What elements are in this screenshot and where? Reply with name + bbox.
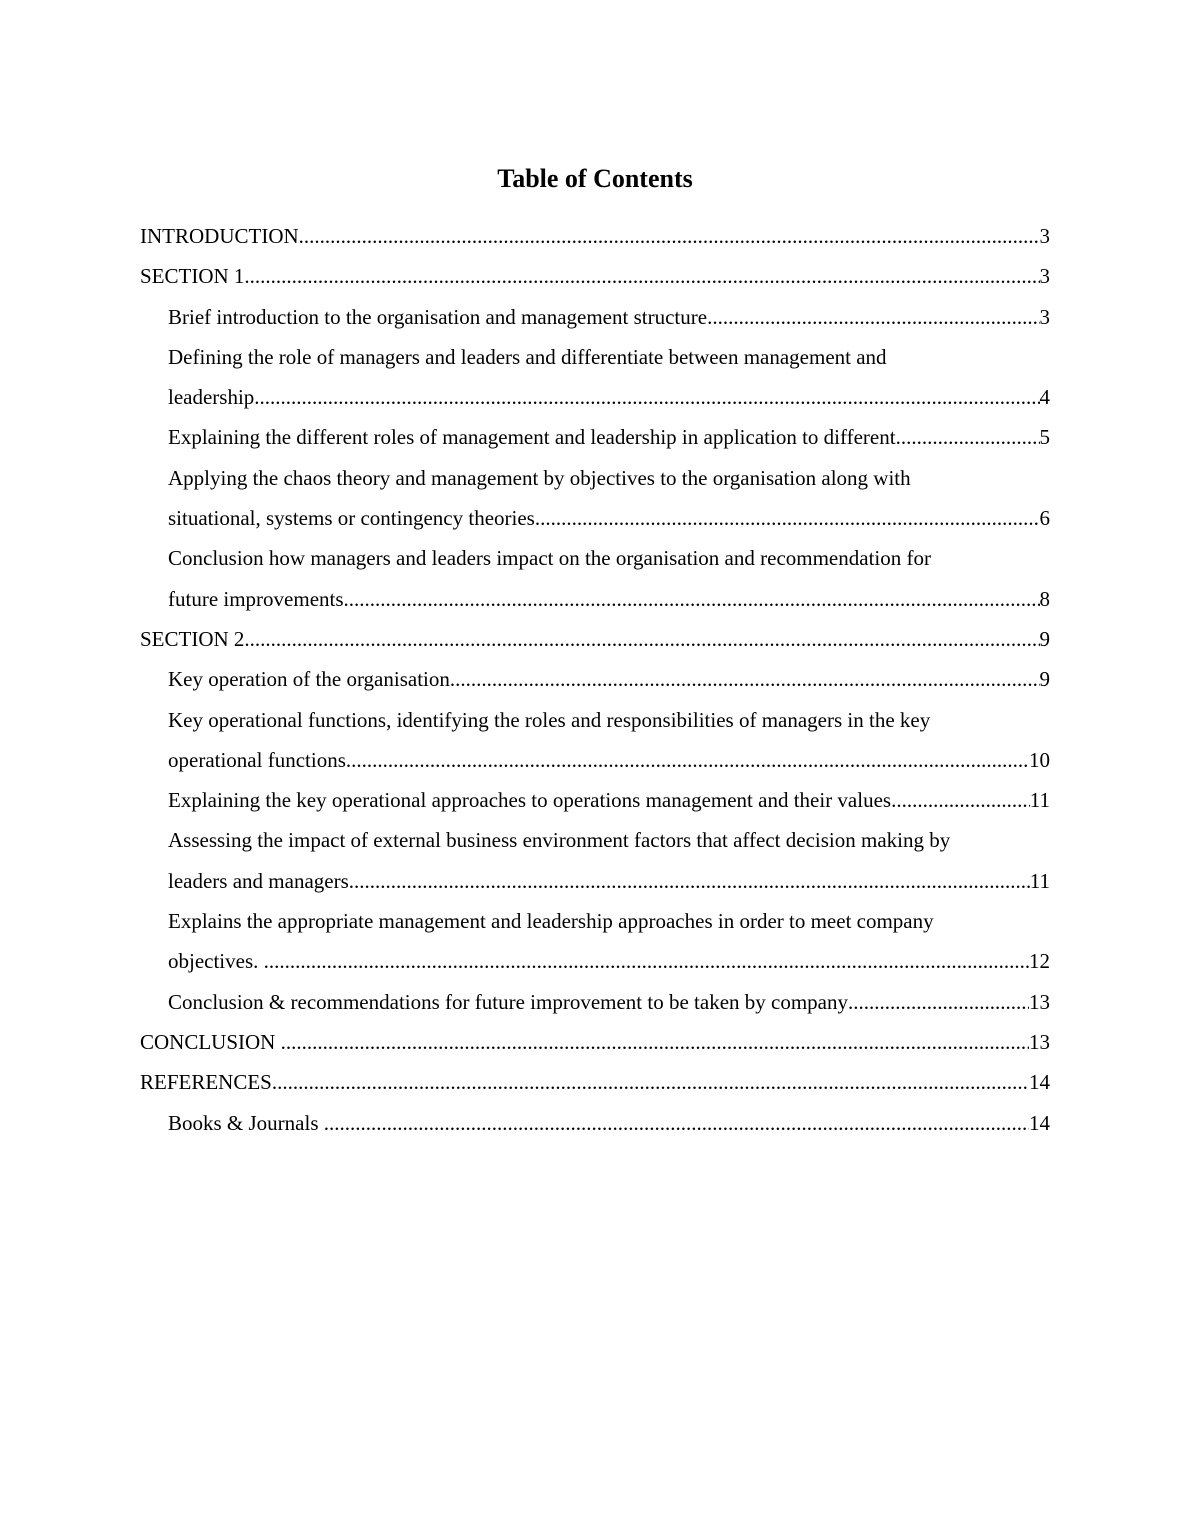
toc-entry-label: operational functions [168, 747, 346, 772]
dot-leader [264, 941, 1029, 981]
dot-leader [299, 216, 1040, 256]
toc-entry[interactable] [168, 901, 1050, 982]
toc-entry-text: Explains the appropriate management and leadership approaches in order to meet company [168, 909, 934, 934]
dot-leader [848, 982, 1029, 1022]
toc-page-number: 14 [1029, 1110, 1050, 1135]
toc-entry-label: REFERENCES [140, 1070, 272, 1095]
table-of-contents [140, 216, 1050, 1143]
toc-entry-line [168, 579, 1050, 619]
toc-entry[interactable] [140, 216, 1050, 256]
toc-entry-line [168, 740, 1050, 780]
toc-entry-line [168, 941, 1050, 981]
dot-leader [891, 780, 1030, 820]
toc-entry[interactable] [168, 337, 1050, 418]
toc-entry-label: Explaining the key operational approaches to operations management and their values [168, 788, 892, 813]
dot-leader [349, 861, 1030, 901]
toc-entry[interactable] [168, 1103, 1050, 1143]
toc-page-number: 14 [1029, 1070, 1050, 1095]
toc-entry[interactable] [140, 1022, 1050, 1062]
toc-entry[interactable] [168, 538, 1050, 619]
toc-entry-line [140, 1062, 1050, 1102]
toc-entry-line [140, 256, 1050, 296]
toc-entry-line [168, 377, 1050, 417]
toc-entry-line [140, 619, 1050, 659]
dot-leader [324, 1103, 1029, 1143]
toc-page-number: 13 [1029, 989, 1050, 1014]
dot-leader [535, 498, 1040, 538]
toc-entry[interactable] [168, 780, 1050, 820]
toc-entry-text: Key operational functions, identifying the roles and responsibilities of managers in the key [168, 707, 931, 732]
toc-entry[interactable] [168, 297, 1050, 337]
toc-entry-line [168, 982, 1050, 1022]
toc-entry[interactable] [140, 256, 1050, 296]
toc-page-number: 11 [1029, 868, 1050, 893]
toc-page-number: 11 [1029, 788, 1050, 813]
dot-leader [244, 619, 1039, 659]
dot-leader [254, 377, 1039, 417]
toc-page-number: 8 [1039, 586, 1050, 611]
dot-leader [707, 297, 1039, 337]
toc-entry-label: INTRODUCTION [140, 224, 299, 248]
dot-leader [346, 740, 1029, 780]
toc-entry-label: future improvements [168, 586, 344, 611]
toc-entry-text: Defining the role of managers and leaders and differentiate between management and [168, 344, 887, 369]
toc-page-number: 5 [1039, 425, 1050, 450]
toc-entry-label: objectives. [168, 949, 264, 974]
toc-entry-text: Assessing the impact of external business environment factors that affect decision making by [168, 828, 951, 853]
toc-entry-label: leaders and managers [168, 868, 349, 893]
toc-entry-line [168, 780, 1050, 820]
toc-page-number: 12 [1029, 949, 1050, 974]
toc-entry-line [140, 216, 1050, 256]
toc-entry-line [168, 659, 1050, 699]
toc-page-number: 4 [1039, 385, 1050, 410]
toc-page-number: 13 [1029, 1029, 1050, 1054]
toc-entry[interactable] [168, 982, 1050, 1022]
toc-entry-label: situational, systems or contingency theories [168, 506, 535, 531]
toc-entry-line [168, 417, 1050, 457]
toc-entry-label: SECTION 2 [140, 626, 245, 651]
toc-page-number: 6 [1039, 506, 1050, 531]
toc-entry-label: Books & Journals [168, 1110, 324, 1135]
toc-entry-line [168, 861, 1050, 901]
toc-entry[interactable] [140, 619, 1050, 659]
dot-leader [281, 1022, 1029, 1062]
toc-entry-label: Brief introduction to the organisation and management structure [168, 304, 708, 329]
dot-leader [272, 1062, 1029, 1102]
toc-entry-label: SECTION 1 [140, 264, 245, 289]
toc-entry[interactable] [168, 417, 1050, 457]
toc-entry-line [168, 498, 1050, 538]
toc-entry-label: leadership [168, 385, 255, 410]
toc-page-number: 9 [1039, 667, 1050, 692]
toc-page-number: 3 [1039, 264, 1050, 289]
toc-entry-line [168, 297, 1050, 337]
toc-entry-label: Explaining the different roles of management and leadership in application to different [168, 425, 896, 450]
dot-leader [344, 579, 1040, 619]
toc-entry[interactable] [168, 820, 1050, 901]
toc-entry-text: Applying the chaos theory and management by objectives to the organisation along with [168, 465, 911, 490]
toc-page-number: 10 [1029, 747, 1050, 772]
toc-page-number: 3 [1039, 224, 1050, 248]
toc-page-number: 3 [1039, 304, 1050, 329]
toc-entry-label: Key operation of the organisation [168, 667, 450, 692]
toc-entry[interactable] [168, 659, 1050, 699]
dot-leader [896, 417, 1040, 457]
page-title: Table of Contents [497, 164, 693, 193]
toc-entry-text: Conclusion how managers and leaders impact on the organisation and recommendation for [168, 546, 931, 571]
toc-entry-label: CONCLUSION [140, 1029, 281, 1054]
toc-entry[interactable] [168, 700, 1050, 781]
dot-leader [244, 256, 1039, 296]
toc-entry[interactable] [140, 1062, 1050, 1102]
toc-entry[interactable] [168, 458, 1050, 539]
toc-entry-line [168, 1103, 1050, 1143]
toc-entry-line [140, 1022, 1050, 1062]
dot-leader [450, 659, 1040, 699]
toc-page-number: 9 [1039, 626, 1050, 651]
toc-entry-label: Conclusion & recommendations for future improvement to be taken by company [168, 989, 848, 1014]
